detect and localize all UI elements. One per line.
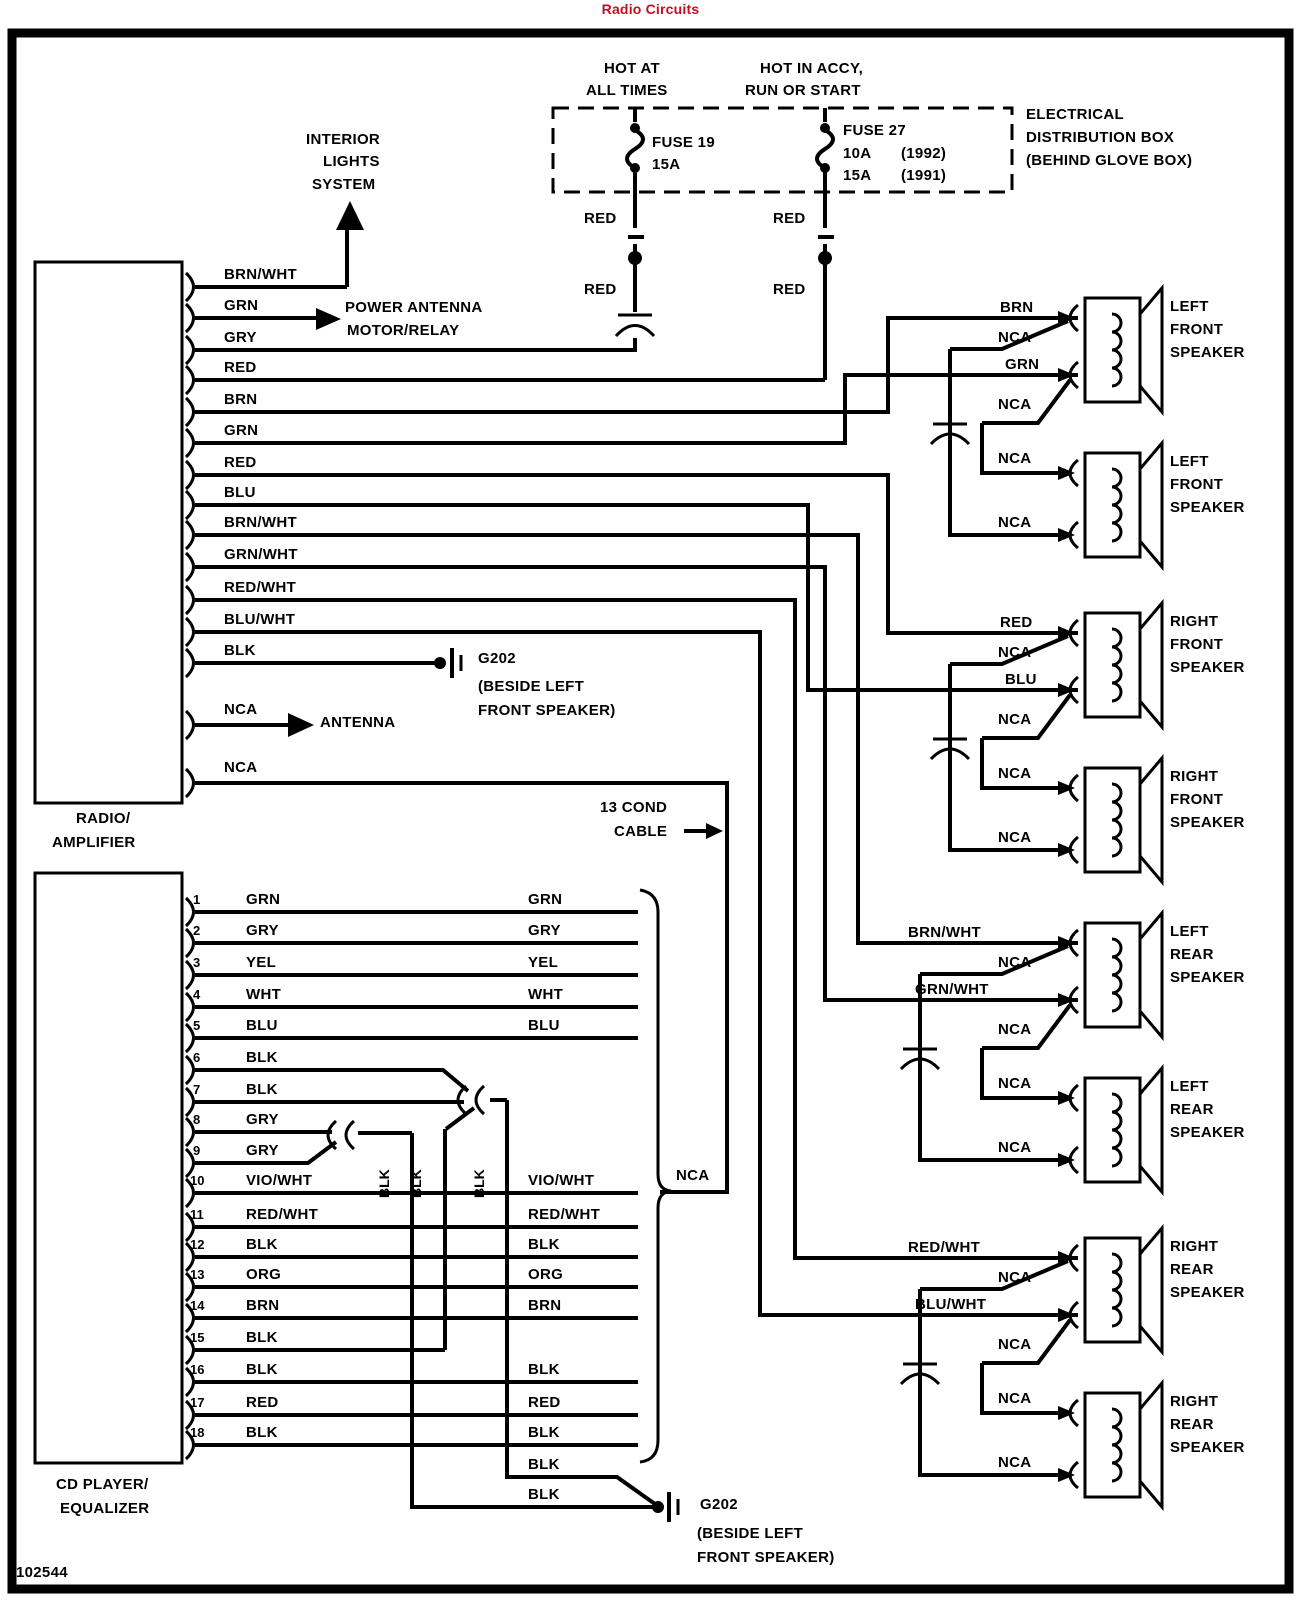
- speaker-name-line: REAR: [1170, 1416, 1214, 1433]
- radio-pin-label: RED: [224, 454, 257, 471]
- speaker-wire-label: NCA: [998, 829, 1032, 846]
- speaker-name-line: REAR: [1170, 1101, 1214, 1118]
- speaker-name-line: SPEAKER: [1170, 969, 1245, 986]
- red-wire-label: RED: [584, 210, 617, 227]
- speaker-name-line: SPEAKER: [1170, 499, 1245, 516]
- cd-pin-label: GRY: [246, 1111, 279, 1128]
- cd-pin-label: YEL: [246, 954, 277, 971]
- speaker-wire-label: NCA: [998, 396, 1032, 413]
- cd-pin-label: RED/WHT: [246, 1206, 319, 1223]
- vertical-wire-label: BLK: [408, 1169, 424, 1198]
- speaker-icons: [1085, 288, 1162, 1507]
- cd-pin-label: BRN: [246, 1297, 280, 1314]
- cd-pin-label: BLK: [246, 1049, 278, 1066]
- junction-dot: [628, 251, 642, 265]
- radio-pin-label: BLK: [224, 642, 256, 659]
- cd-name-label-1: CD PLAYER/: [56, 1476, 149, 1493]
- speaker-wire-label: NCA: [998, 765, 1032, 782]
- red-wire-label: RED: [773, 281, 806, 298]
- ground2-loc-label-2: FRONT SPEAKER): [697, 1549, 835, 1566]
- cd-pin-number: 8: [193, 1112, 201, 1127]
- cd-pin-number: 11: [190, 1207, 204, 1222]
- speaker-name-line: FRONT: [1170, 321, 1224, 338]
- cd-pin-number: 16: [190, 1362, 205, 1377]
- speaker-wire-label: BRN/WHT: [908, 924, 981, 941]
- cable-wire-label: GRN: [528, 891, 563, 908]
- speaker-name-line: SPEAKER: [1170, 1284, 1245, 1301]
- cable-brace: [640, 890, 671, 1462]
- speaker-wire-label: BLU/WHT: [915, 1296, 987, 1313]
- cd-pin-number: 12: [190, 1237, 205, 1252]
- radio-pin-label: RED: [224, 359, 257, 376]
- ground1-id-label: G202: [478, 650, 516, 667]
- fuse27-year1-label: (1992): [901, 145, 947, 162]
- cable-wire-label: BLK: [528, 1456, 560, 1473]
- speaker-name-line: SPEAKER: [1170, 814, 1245, 831]
- speaker-wire-label: NCA: [998, 1269, 1032, 1286]
- speaker-name-line: LEFT: [1170, 298, 1209, 315]
- cd-pin-label: GRY: [246, 1142, 279, 1159]
- speaker-name-line: RIGHT: [1170, 1238, 1219, 1255]
- speaker-wire-label: NCA: [998, 1075, 1032, 1092]
- radio-name-label-2: AMPLIFIER: [52, 834, 136, 851]
- cd-pin-label: BLK: [246, 1424, 278, 1441]
- ground-icon: [434, 648, 461, 678]
- interior-lights-label-2: LIGHTS: [323, 153, 380, 170]
- fuse27-amp1-label: 10A: [843, 145, 872, 162]
- cd-pin-number: 6: [193, 1050, 201, 1065]
- speaker-wire-label: NCA: [998, 1139, 1032, 1156]
- radio-pin-label: GRN: [224, 297, 259, 314]
- speaker-name-line: LEFT: [1170, 453, 1209, 470]
- cd-pin-label: WHT: [246, 986, 282, 1003]
- cd-pin-label: BLK: [246, 1081, 278, 1098]
- cable-wire-label: YEL: [528, 954, 559, 971]
- speaker-wire-label: NCA: [998, 1454, 1032, 1471]
- interior-lights-arrow-icon: [336, 201, 364, 230]
- cd-pin-number: 9: [193, 1143, 201, 1158]
- distribution-box-label-1: ELECTRICAL: [1026, 106, 1124, 123]
- red-wire-label: RED: [773, 210, 806, 227]
- cd-pin-label: GRN: [246, 891, 281, 908]
- speaker-name-line: RIGHT: [1170, 768, 1219, 785]
- fuse27-icon: [817, 108, 833, 192]
- fuse19-amp-label: 15A: [652, 156, 681, 173]
- speaker-wire-label: RED: [1000, 614, 1033, 631]
- antenna-label: ANTENNA: [320, 714, 396, 731]
- speaker-name-line: FRONT: [1170, 791, 1224, 808]
- cd-pin-number: 18: [190, 1425, 205, 1440]
- cd-pin-number: 17: [190, 1395, 205, 1410]
- cable-wire-label: ORG: [528, 1266, 564, 1283]
- cable-arrow-icon: [706, 823, 723, 839]
- speaker-wire-label: NCA: [998, 450, 1032, 467]
- cable-wire-label: BLU: [528, 1017, 560, 1034]
- radio-name-label-1: RADIO/: [76, 810, 131, 827]
- fuse19-label: FUSE 19: [652, 134, 715, 151]
- cd-pin-label: BLK: [246, 1361, 278, 1378]
- speaker-wire-label: NCA: [998, 711, 1032, 728]
- speaker-name-line: RIGHT: [1170, 1393, 1219, 1410]
- speaker-name-line: REAR: [1170, 1261, 1214, 1278]
- speaker-name-line: SPEAKER: [1170, 659, 1245, 676]
- cable-wire-label: BLK: [528, 1236, 560, 1253]
- radio-pin-label: RED/WHT: [224, 579, 297, 596]
- cable-label-1: 13 COND: [600, 799, 668, 816]
- speaker-name-line: LEFT: [1170, 923, 1209, 940]
- cable-wire-label: VIO/WHT: [528, 1172, 595, 1189]
- hot-at-label: HOT AT: [604, 60, 660, 77]
- cable-wire-label: BLK: [528, 1361, 560, 1378]
- power-antenna-arrow-icon: [316, 308, 341, 330]
- radio-pin-label: BRN/WHT: [224, 514, 297, 531]
- radio-pin-label: GRY: [224, 329, 257, 346]
- ground2-id-label: G202: [700, 1496, 738, 1513]
- speaker-wire-label: NCA: [998, 954, 1032, 971]
- cd-pin-number: 3: [193, 955, 201, 970]
- cd-pin-number: 2: [193, 923, 201, 938]
- cable-wire-label: BRN: [528, 1297, 562, 1314]
- speaker-wire-label: GRN: [1005, 356, 1040, 373]
- red-wire-label: RED: [584, 281, 617, 298]
- radio-pin-label: BRN/WHT: [224, 266, 297, 283]
- cd-pin-number: 15: [190, 1330, 205, 1345]
- cd-pin-label: BLK: [246, 1236, 278, 1253]
- cable-wire-label: BLK: [528, 1424, 560, 1441]
- speaker-name-line: SPEAKER: [1170, 1439, 1245, 1456]
- speaker-name-line: SPEAKER: [1170, 1124, 1245, 1141]
- cable-wire-label: RED/WHT: [528, 1206, 601, 1223]
- radio-pin-label: NCA: [224, 701, 258, 718]
- cd-pin-label: ORG: [246, 1266, 282, 1283]
- speaker-wire-label: NCA: [998, 1021, 1032, 1038]
- ground2-loc-label-1: (BESIDE LEFT: [697, 1525, 804, 1542]
- radio-pin-label: NCA: [224, 759, 258, 776]
- cable-wire-label: WHT: [528, 986, 564, 1003]
- speaker-wire-label: NCA: [998, 644, 1032, 661]
- speaker-name-line: RIGHT: [1170, 613, 1219, 630]
- fuse27-year2-label: (1991): [901, 167, 947, 184]
- cable-label-2: CABLE: [614, 823, 668, 840]
- cd-pin-number: 14: [190, 1298, 205, 1313]
- speaker-wire-label: BLU: [1005, 671, 1037, 688]
- ground1-loc-label-2: FRONT SPEAKER): [478, 702, 616, 719]
- cd-pin-label: RED: [246, 1394, 279, 1411]
- distribution-box-label-3: (BEHIND GLOVE BOX): [1026, 152, 1193, 169]
- speaker-wire-label: NCA: [998, 514, 1032, 531]
- interior-lights-label-3: SYSTEM: [312, 176, 376, 193]
- speaker-wire-label: NCA: [998, 1390, 1032, 1407]
- interior-lights-label-1: INTERIOR: [306, 131, 381, 148]
- cd-pin-label: BLK: [246, 1329, 278, 1346]
- cd-pin-number: 7: [193, 1082, 201, 1097]
- cable-wire-label: RED: [528, 1394, 561, 1411]
- speaker-name-line: SPEAKER: [1170, 344, 1245, 361]
- radio-pin-label: BLU/WHT: [224, 611, 296, 628]
- speaker-name-line: REAR: [1170, 946, 1214, 963]
- speaker-terminal-icons: [1070, 305, 1078, 1488]
- cd-pin-number: 4: [193, 987, 201, 1002]
- power-antenna-label-2: MOTOR/RELAY: [347, 322, 460, 339]
- antenna-arrow-icon: [288, 713, 314, 737]
- cd-pin-number: 10: [190, 1173, 205, 1188]
- cd-player-box: [35, 873, 182, 1463]
- page-title: Radio Circuits: [601, 1, 700, 17]
- vertical-wire-label: BLK: [376, 1169, 392, 1198]
- radio-pin-label: BLU: [224, 484, 256, 501]
- cd-pin-label: BLU: [246, 1017, 278, 1034]
- diagram-code-label: 102544: [16, 1564, 68, 1581]
- speaker-wire-label: NCA: [998, 1336, 1032, 1353]
- radio-pin-label: BRN: [224, 391, 258, 408]
- cd-pin-number: 13: [190, 1267, 205, 1282]
- speaker-wire-label: RED/WHT: [908, 1239, 981, 1256]
- cable-wire-label: GRY: [528, 922, 561, 939]
- speaker-name-line: FRONT: [1170, 636, 1224, 653]
- inline-connector-icon: [616, 315, 654, 336]
- run-or-start-label: RUN OR START: [745, 82, 861, 99]
- power-antenna-label-1: POWER ANTENNA: [345, 299, 483, 316]
- vertical-wire-label: BLK: [471, 1169, 487, 1198]
- cd-pin-label: VIO/WHT: [246, 1172, 313, 1189]
- fuse27-amp2-label: 15A: [843, 167, 872, 184]
- fuse19-icon: [627, 108, 643, 192]
- cd-pin-label: GRY: [246, 922, 279, 939]
- cable-nca-label: NCA: [676, 1167, 710, 1184]
- radio-wires: [195, 230, 1078, 1315]
- cd-pin-number: 1: [193, 892, 201, 907]
- fuse27-label: FUSE 27: [843, 122, 906, 139]
- cable-wire-label: BLK: [528, 1486, 560, 1503]
- ground-icon: [652, 1492, 678, 1522]
- speaker-wire-label: GRN/WHT: [915, 981, 989, 998]
- speaker-wire-label: BRN: [1000, 299, 1034, 316]
- radio-amplifier-box: [35, 262, 182, 803]
- junction-dot: [818, 251, 832, 265]
- speaker-wire-label: NCA: [998, 329, 1032, 346]
- hot-in-accy-label: HOT IN ACCY,: [760, 60, 864, 77]
- radio-pin-label: GRN/WHT: [224, 546, 298, 563]
- all-times-label: ALL TIMES: [586, 82, 668, 99]
- cd-pin-number: 5: [193, 1018, 201, 1033]
- cd-name-label-2: EQUALIZER: [60, 1500, 150, 1517]
- speaker-name-line: FRONT: [1170, 476, 1224, 493]
- ground1-loc-label-1: (BESIDE LEFT: [478, 678, 585, 695]
- speaker-name-line: LEFT: [1170, 1078, 1209, 1095]
- distribution-box-label-2: DISTRIBUTION BOX: [1026, 129, 1175, 146]
- radio-pin-label: GRN: [224, 422, 259, 439]
